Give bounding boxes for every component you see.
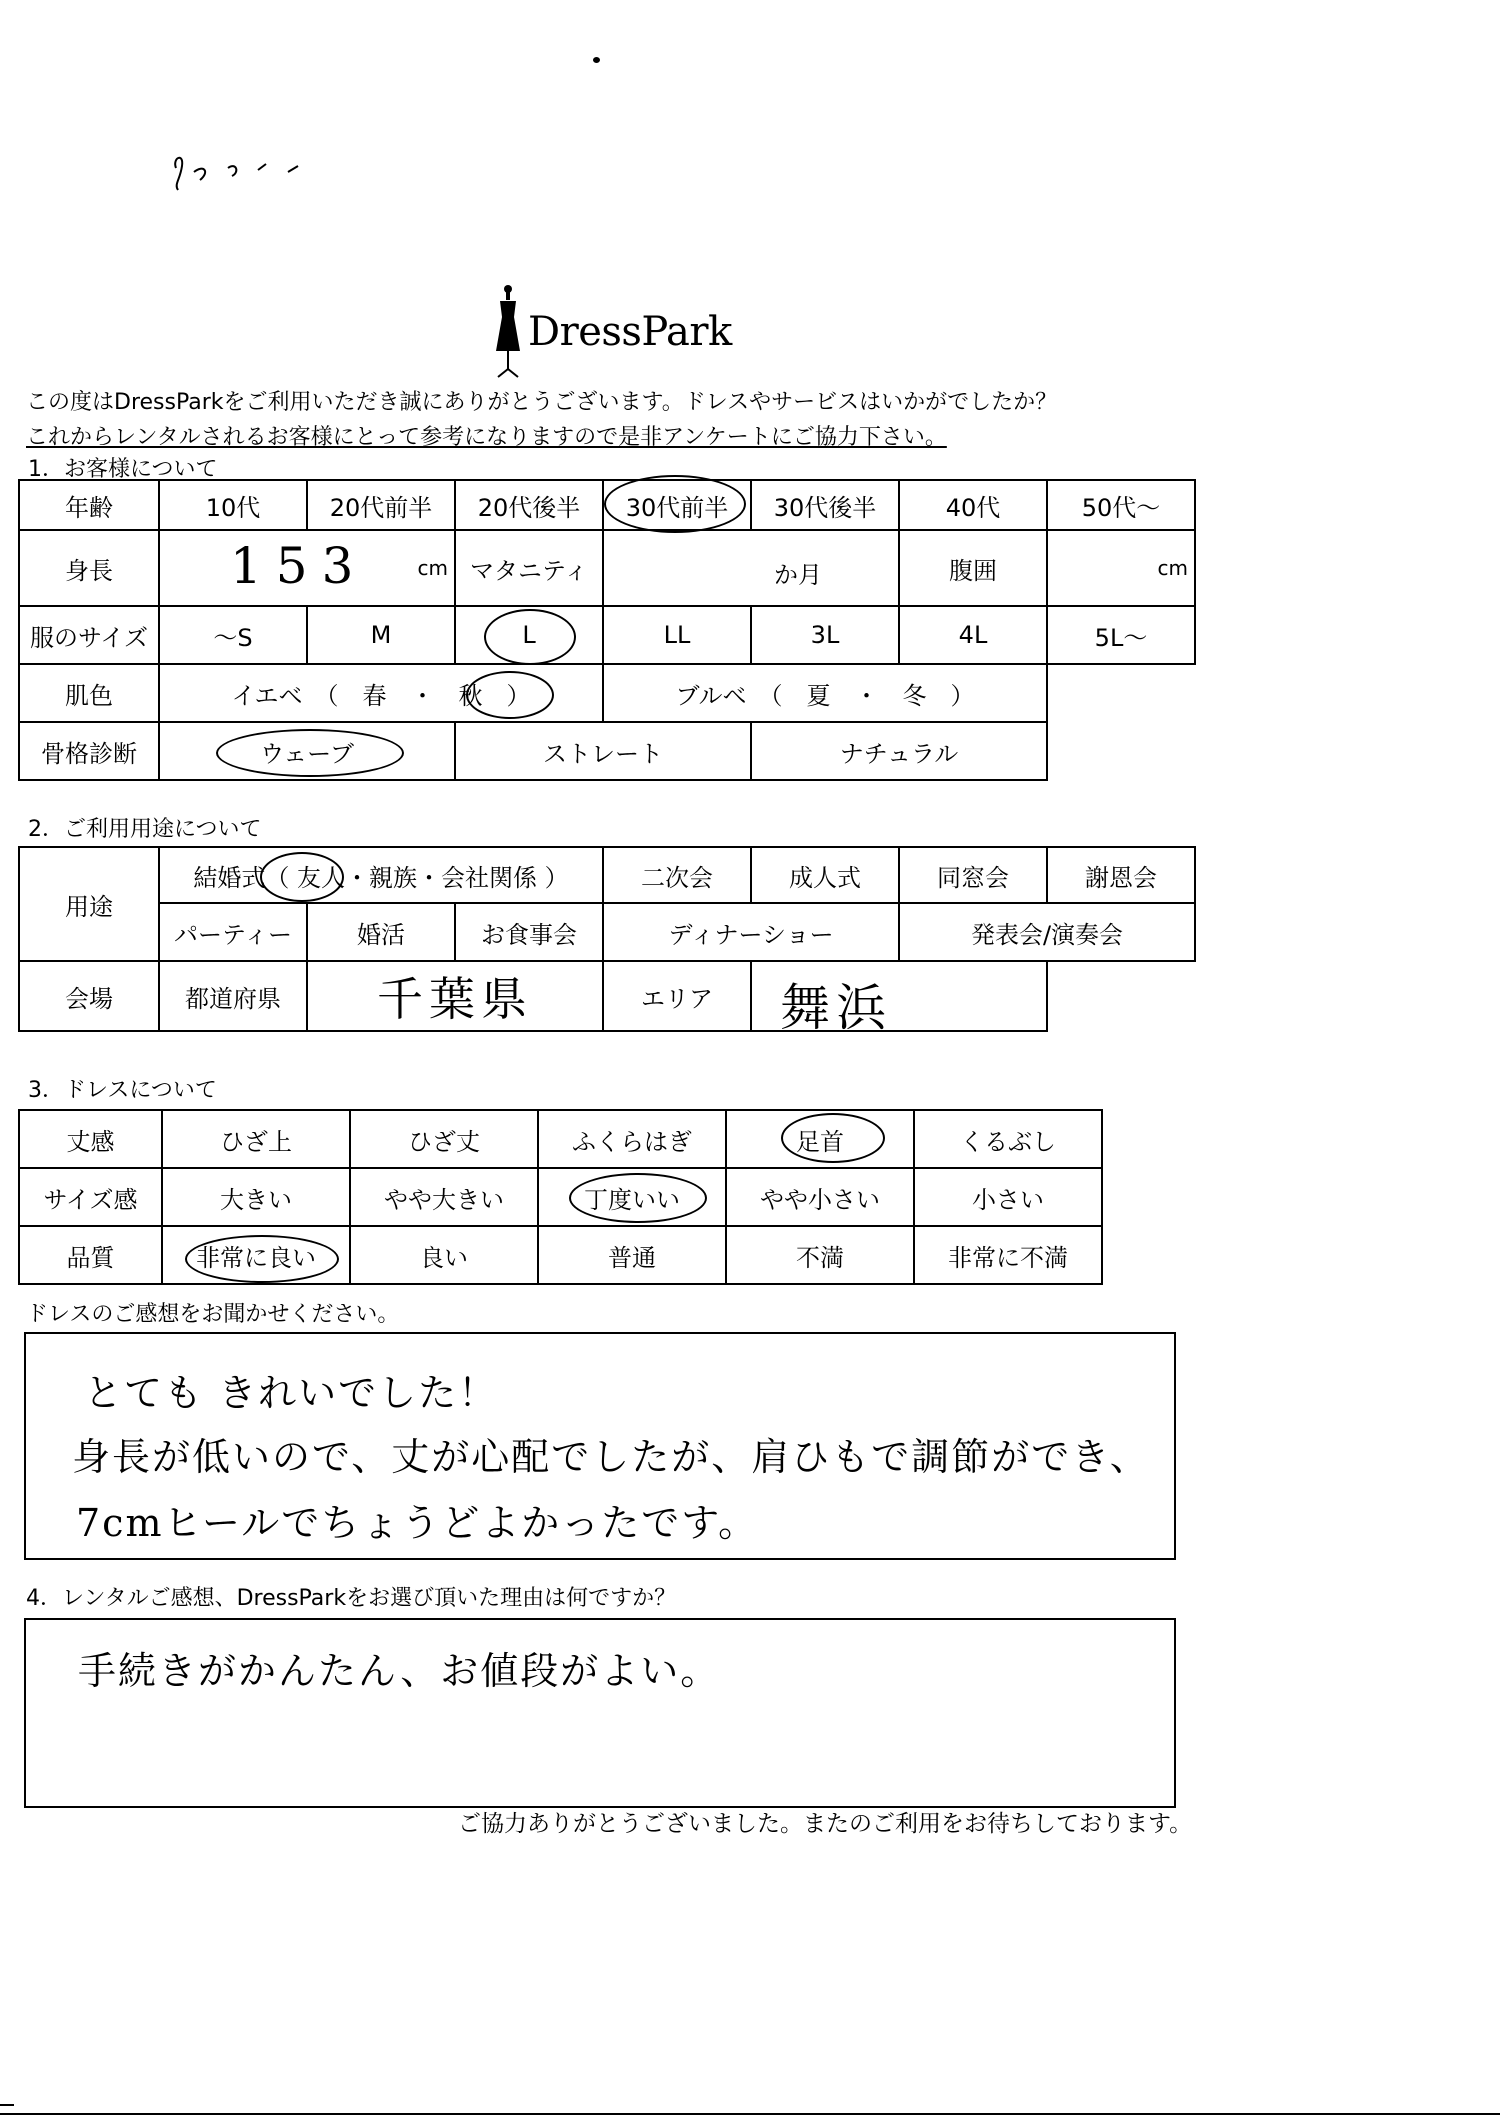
height-field[interactable] xyxy=(159,530,455,606)
fit-option[interactable]: やや小さい xyxy=(726,1168,914,1226)
section-2-title: 2．ご利用用途について xyxy=(28,817,262,842)
intro-line-2: これからレンタルされるお客様にとって参考になりますので是非アンケートにご協力下さい。 xyxy=(26,425,947,450)
quality-option[interactable]: 不満 xyxy=(726,1226,914,1284)
intro-line-1: この度はDressParkをご利用いただき誠にありがとうございます。ドレスやサービスはいかがでしたか？ xyxy=(26,390,1058,415)
impressions-line: とても きれいでした！ xyxy=(84,1371,499,1415)
dress-table xyxy=(18,1109,1103,1285)
fit-option-selected[interactable] xyxy=(538,1168,726,1226)
handwritten-scribble-mark xyxy=(170,150,330,210)
prefecture-field[interactable] xyxy=(307,961,603,1031)
age-option[interactable]: 30代後半 xyxy=(751,480,899,530)
quality-option[interactable]: 普通 xyxy=(538,1226,726,1284)
age-option[interactable]: 40代 xyxy=(899,480,1047,530)
age-option[interactable]: 20代前半 xyxy=(307,480,455,530)
length-option[interactable]: ひざ丈 xyxy=(350,1110,538,1168)
rental-reason-text: 手続きがかんたん、お値段がよい。 xyxy=(78,1649,721,1693)
quality-label: 品質 xyxy=(19,1226,162,1284)
fit-option[interactable]: 大きい xyxy=(162,1168,350,1226)
skin-yellow-base[interactable] xyxy=(159,664,603,722)
skin-blue-base[interactable]: ブルベ （ 夏 ・ 冬 ） xyxy=(603,664,1047,722)
usage-table xyxy=(18,846,1196,1037)
length-row xyxy=(19,1110,1102,1168)
frame-row xyxy=(19,722,1195,780)
length-option[interactable]: ふくらはぎ xyxy=(538,1110,726,1168)
waist-label: 腹囲 xyxy=(899,530,1047,606)
section-4-title: 4．レンタルご感想、DressParkをお選び頂いた理由は何ですか？ xyxy=(26,1586,677,1611)
fit-option-text: 丁度いい xyxy=(584,1185,680,1214)
closing-message: ご協力ありがとうございました。またのご利用をお待ちしております。 xyxy=(458,1811,1193,1837)
usage-option[interactable]: 二次会 xyxy=(603,847,751,903)
size-option[interactable]: ～S xyxy=(159,606,307,664)
usage-option[interactable]: 婚活 xyxy=(307,903,455,961)
size-option[interactable]: 4L xyxy=(899,606,1047,664)
fit-option[interactable]: やや大きい xyxy=(350,1168,538,1226)
length-option[interactable]: くるぶし xyxy=(914,1110,1102,1168)
rental-reason-answer-box[interactable] xyxy=(24,1618,1176,1808)
scan-edge-mark xyxy=(0,2104,14,2106)
empty-cell xyxy=(1047,664,1195,722)
maternity-label: マタニティ xyxy=(455,530,603,606)
length-option-selected[interactable] xyxy=(726,1110,914,1168)
customer-info-table xyxy=(18,479,1196,781)
usage-row-1 xyxy=(19,847,1195,903)
quality-row xyxy=(19,1226,1102,1284)
impressions-prompt: ドレスのご感想をお聞かせください。 xyxy=(26,1302,400,1327)
length-option-text: 足首 xyxy=(796,1127,844,1156)
length-label: 丈感 xyxy=(19,1110,162,1168)
scan-bottom-edge xyxy=(0,2113,1500,2115)
empty-cell xyxy=(1047,961,1195,1031)
fit-label: サイズ感 xyxy=(19,1168,162,1226)
size-option-selected[interactable] xyxy=(455,606,603,664)
quality-option[interactable]: 良い xyxy=(350,1226,538,1284)
impressions-line: 7cmヒールでちょうどよかったです。 xyxy=(76,1501,759,1545)
prefecture-value: 千葉県 xyxy=(377,972,533,1026)
area-value: 舞浜 xyxy=(780,979,893,1037)
size-option[interactable]: M xyxy=(307,606,455,664)
height-row xyxy=(19,530,1195,606)
waist-unit: cm xyxy=(1157,556,1188,580)
skin-yellow-base-text: イエベ （ 春 ・ 秋 ） xyxy=(231,681,531,710)
frame-option[interactable]: ストレート xyxy=(455,722,751,780)
usage-row-2 xyxy=(19,903,1195,961)
quality-option-text: 非常に良い xyxy=(196,1243,316,1272)
area-label: エリア xyxy=(603,961,751,1031)
empty-cell xyxy=(1047,722,1195,780)
maternity-unit: か月 xyxy=(774,561,822,589)
frame-option[interactable]: ナチュラル xyxy=(751,722,1047,780)
usage-option[interactable]: 同窓会 xyxy=(899,847,1047,903)
length-option[interactable]: ひざ上 xyxy=(162,1110,350,1168)
dress-mannequin-icon xyxy=(490,283,526,378)
brand-name: DressPark xyxy=(528,309,732,355)
maternity-field[interactable] xyxy=(603,530,899,606)
impressions-answer-box[interactable] xyxy=(24,1332,1176,1560)
purpose-label: 用途 xyxy=(19,847,159,961)
size-option[interactable]: 3L xyxy=(751,606,899,664)
wedding-option-text: 結婚式（ 友人・親族・会社関係 ） xyxy=(193,863,569,892)
height-label: 身長 xyxy=(19,530,159,606)
height-value: 153 xyxy=(230,537,368,595)
height-unit: cm xyxy=(417,556,448,580)
size-option-text: L xyxy=(522,621,536,649)
frame-label: 骨格診断 xyxy=(19,722,159,780)
venue-label: 会場 xyxy=(19,961,159,1031)
usage-option[interactable]: ディナーショー xyxy=(603,903,899,961)
section-1-title: 1．お客様について xyxy=(28,457,218,482)
wedding-option[interactable] xyxy=(159,847,603,903)
quality-option[interactable]: 非常に不満 xyxy=(914,1226,1102,1284)
age-option-selected[interactable] xyxy=(603,480,751,530)
age-label: 年齢 xyxy=(19,480,159,530)
age-option-text: 30代前半 xyxy=(625,493,729,522)
impressions-line: 身長が低いので、丈が心配でしたが、肩ひもで調節ができ、 xyxy=(72,1435,1150,1479)
age-option[interactable]: 10代 xyxy=(159,480,307,530)
brand-logo xyxy=(490,283,750,378)
age-option[interactable]: 20代後半 xyxy=(455,480,603,530)
frame-option-selected[interactable] xyxy=(159,722,455,780)
scan-speck xyxy=(593,57,600,63)
size-option[interactable]: 5L～ xyxy=(1047,606,1195,664)
frame-option-text: ウェーブ xyxy=(260,739,354,768)
fit-option[interactable]: 小さい xyxy=(914,1168,1102,1226)
section-3-title: 3．ドレスについて xyxy=(28,1078,217,1103)
waist-field[interactable] xyxy=(1047,530,1195,606)
venue-row xyxy=(19,961,1195,1031)
size-row xyxy=(19,606,1195,664)
skin-row xyxy=(19,664,1195,722)
usage-option[interactable]: お食事会 xyxy=(455,903,603,961)
size-option[interactable]: LL xyxy=(603,606,751,664)
usage-option[interactable]: 発表会/演奏会 xyxy=(899,903,1195,961)
usage-option[interactable]: 成人式 xyxy=(751,847,899,903)
quality-option-selected[interactable] xyxy=(162,1226,350,1284)
size-label: 服のサイズ xyxy=(19,606,159,664)
usage-option[interactable]: パーティー xyxy=(159,903,307,961)
age-option[interactable]: 50代～ xyxy=(1047,480,1195,530)
area-field[interactable] xyxy=(751,961,1047,1037)
usage-option[interactable]: 謝恩会 xyxy=(1047,847,1195,903)
prefecture-label: 都道府県 xyxy=(159,961,307,1031)
age-row xyxy=(19,480,1195,530)
skin-label: 肌色 xyxy=(19,664,159,722)
fit-row xyxy=(19,1168,1102,1226)
